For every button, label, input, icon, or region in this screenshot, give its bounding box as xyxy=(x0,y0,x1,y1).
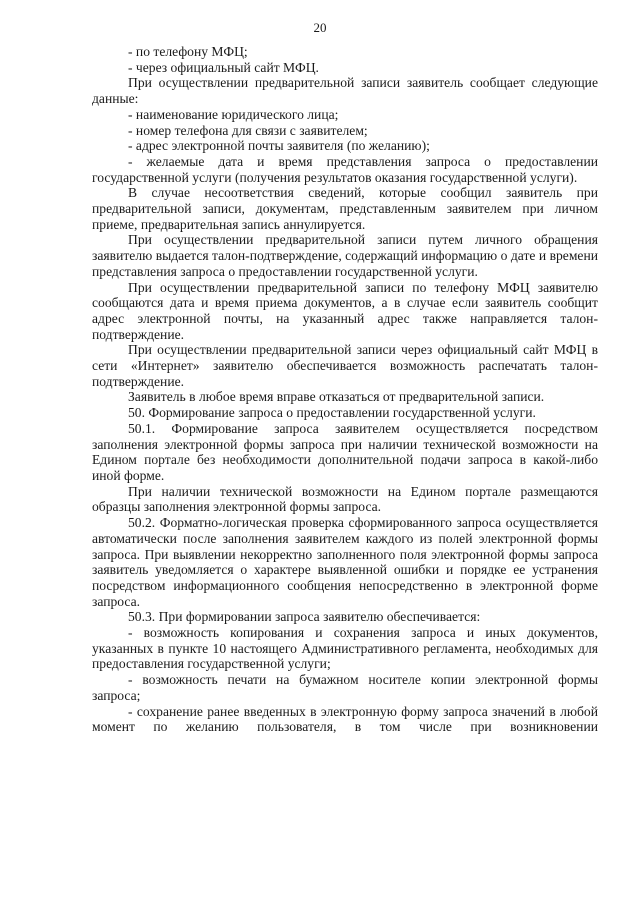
paragraph: - возможность копирования и сохранения запроса и иных документов, указанных в пункте 10 настоящего Административного регламента, необходимых для предоставления государственной услуги; xyxy=(92,625,598,672)
paragraph: - наименование юридического лица; xyxy=(128,106,339,122)
paragraph: В случае несоответствия сведений, которые сообщил заявитель при предварительной записи, документам, представленным заявителем при личном приеме, предварительная запись аннулируется. xyxy=(92,185,598,232)
paragraph: 50. Формирование запроса о предоставлении государственной услуги. xyxy=(128,405,536,421)
paragraph: Заявитель в любое время вправе отказаться от предварительной записи. xyxy=(128,389,545,405)
paragraph: 50.3. При формировании запроса заявителю обеспечивается: xyxy=(128,609,481,625)
paragraph: При осуществлении предварительной записи через официальный сайт МФЦ в сети «Интернет» заявителю обеспечивается возможность распечатать талон-подтверждение. xyxy=(92,342,598,389)
paragraph: При осуществлении предварительной записи путем личного обращения заявителю выдается талон-подтверждение, содержащий информацию о дате и времени представления запроса о предоставлении государственной услуги. xyxy=(92,232,598,279)
paragraph: При осуществлении предварительной записи по телефону МФЦ заявителю сообщаются дата и время приема документов, а в случае если заявитель сообщит адрес электронной почты, на указанный адрес также направляется талон-подтверждение. xyxy=(92,279,598,342)
paragraph: - желаемые дата и время представления запроса о предоставлении государственной услуги (получения результатов оказания государственной услуги). xyxy=(92,153,598,185)
paragraph: - сохранение ранее введенных в электронную форму запроса значений в любой момент по желанию пользователя, в том числе при возникновении xyxy=(92,703,598,735)
paragraph: При осуществлении предварительной записи заявитель сообщает следующие данные: xyxy=(92,75,598,107)
paragraph: При наличии технической возможности на Едином портале размещаются образцы заполнения электронной формы запроса. xyxy=(92,483,598,515)
document-body xyxy=(92,44,598,735)
paragraph: - через официальный сайт МФЦ. xyxy=(128,59,319,75)
paragraph: - адрес электронной почты заявителя (по желанию); xyxy=(128,138,430,154)
page-number: 20 xyxy=(313,20,327,35)
paragraph: - возможность печати на бумажном носителе копии электронной формы запроса; xyxy=(92,672,598,703)
paragraph: 50.2. Форматно-логическая проверка сформированного запроса осуществляется автоматически после заполнения заявителем каждого из полей электронной формы запроса. При выявлении некорректно заполненного поля электронной формы запроса заявитель уведомляется о характере выявленной ошибки и порядке ее устранения посредством информационного сообщения непосредственно в электронной форме запроса. xyxy=(92,515,598,609)
paragraph: - номер телефона для связи с заявителем; xyxy=(128,122,368,138)
paragraph: - по телефону МФЦ; xyxy=(128,44,248,59)
paragraph: 50.1. Формирование запроса заявителем осуществляется посредством заполнения электронной формы запроса при наличии технической возможности на Едином портале без необходимости дополнительной подачи запроса в какой-либо иной форме. xyxy=(92,420,598,483)
